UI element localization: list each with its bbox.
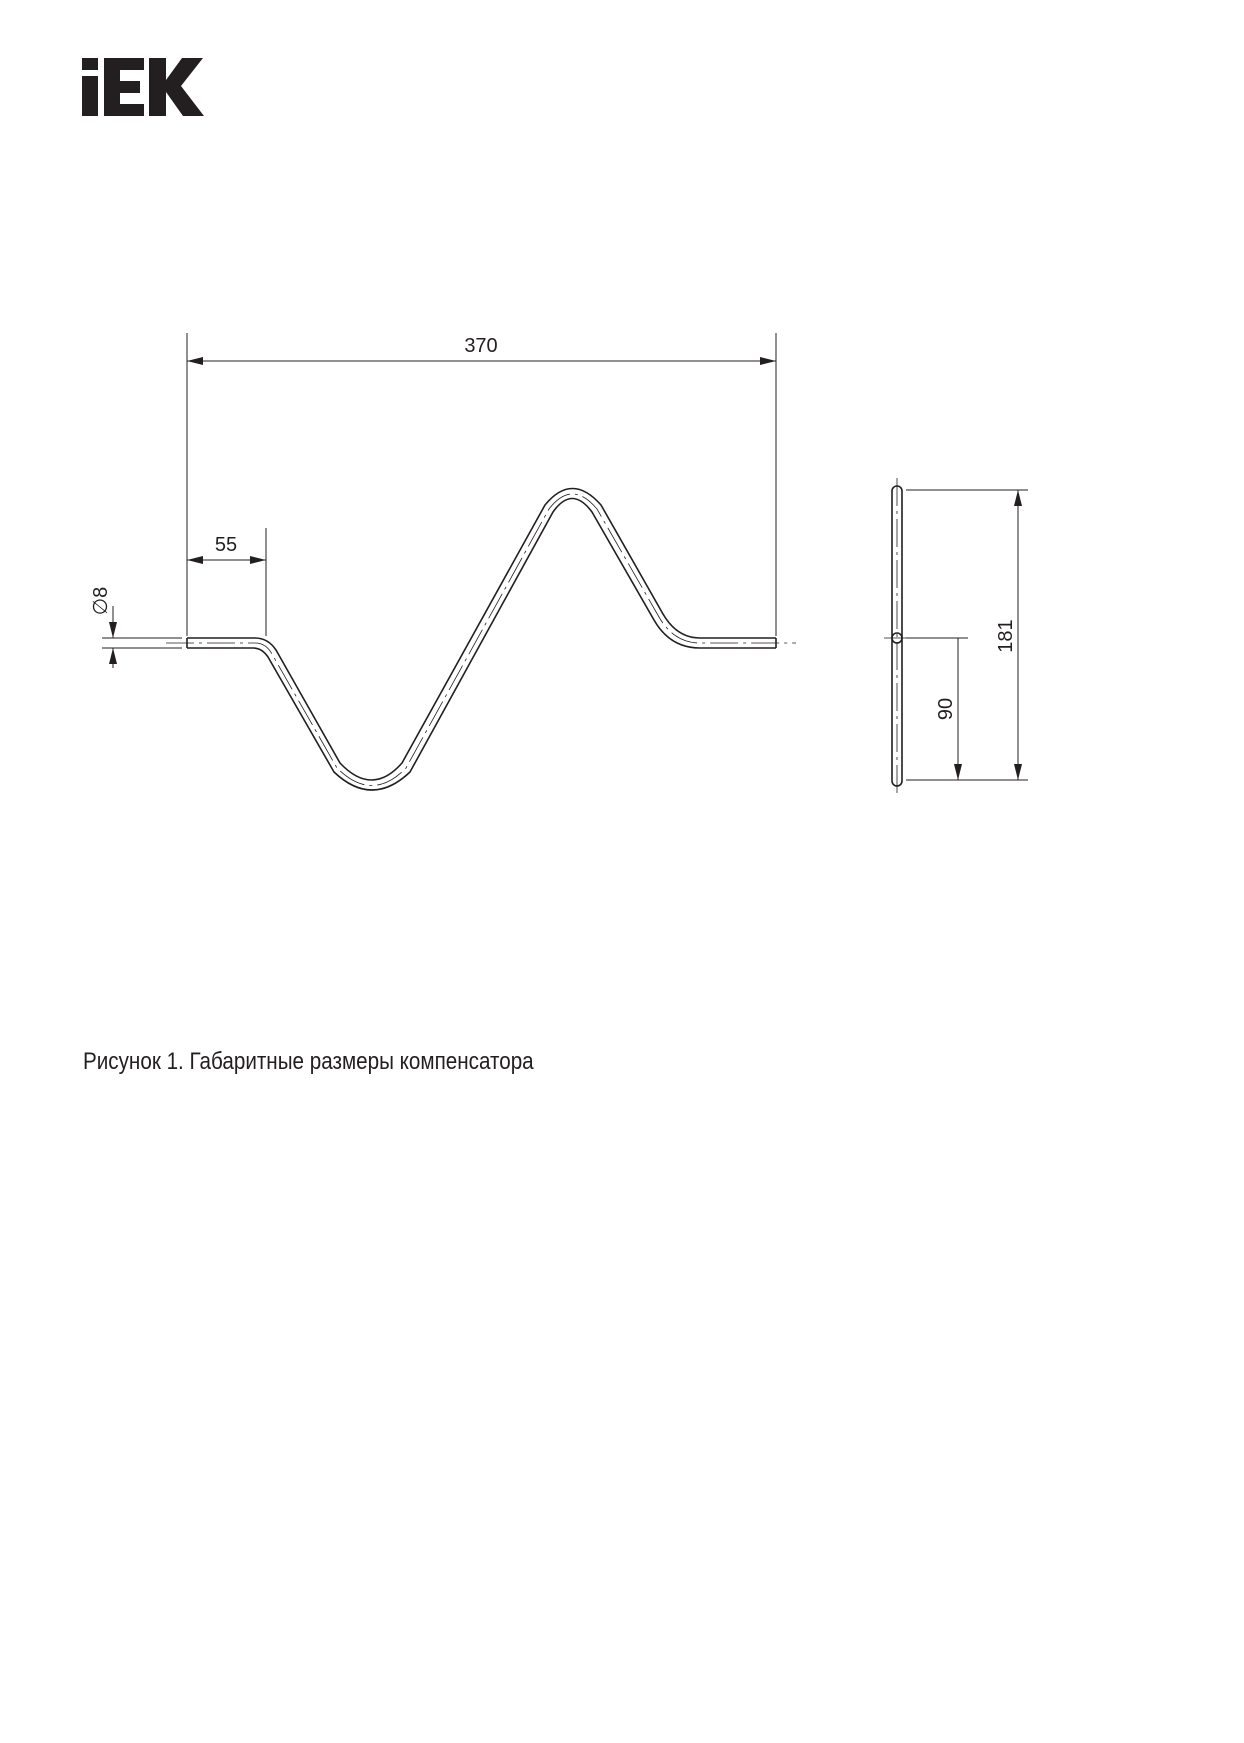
dim-text-55: 55 bbox=[214, 534, 238, 556]
compensator-side-view bbox=[187, 489, 776, 791]
dim-text-diameter: ∅8 bbox=[90, 586, 112, 616]
dim-text-181: 181 bbox=[995, 619, 1017, 653]
figure-caption: Рисунок 1. Габаритные размеры компенсатора bbox=[83, 1048, 534, 1075]
extension-lines bbox=[187, 333, 776, 636]
dim-diameter bbox=[102, 606, 182, 668]
dim-text-370: 370 bbox=[464, 335, 498, 357]
dim-text-90: 90 bbox=[935, 697, 957, 721]
rod-centerline bbox=[166, 494, 796, 786]
